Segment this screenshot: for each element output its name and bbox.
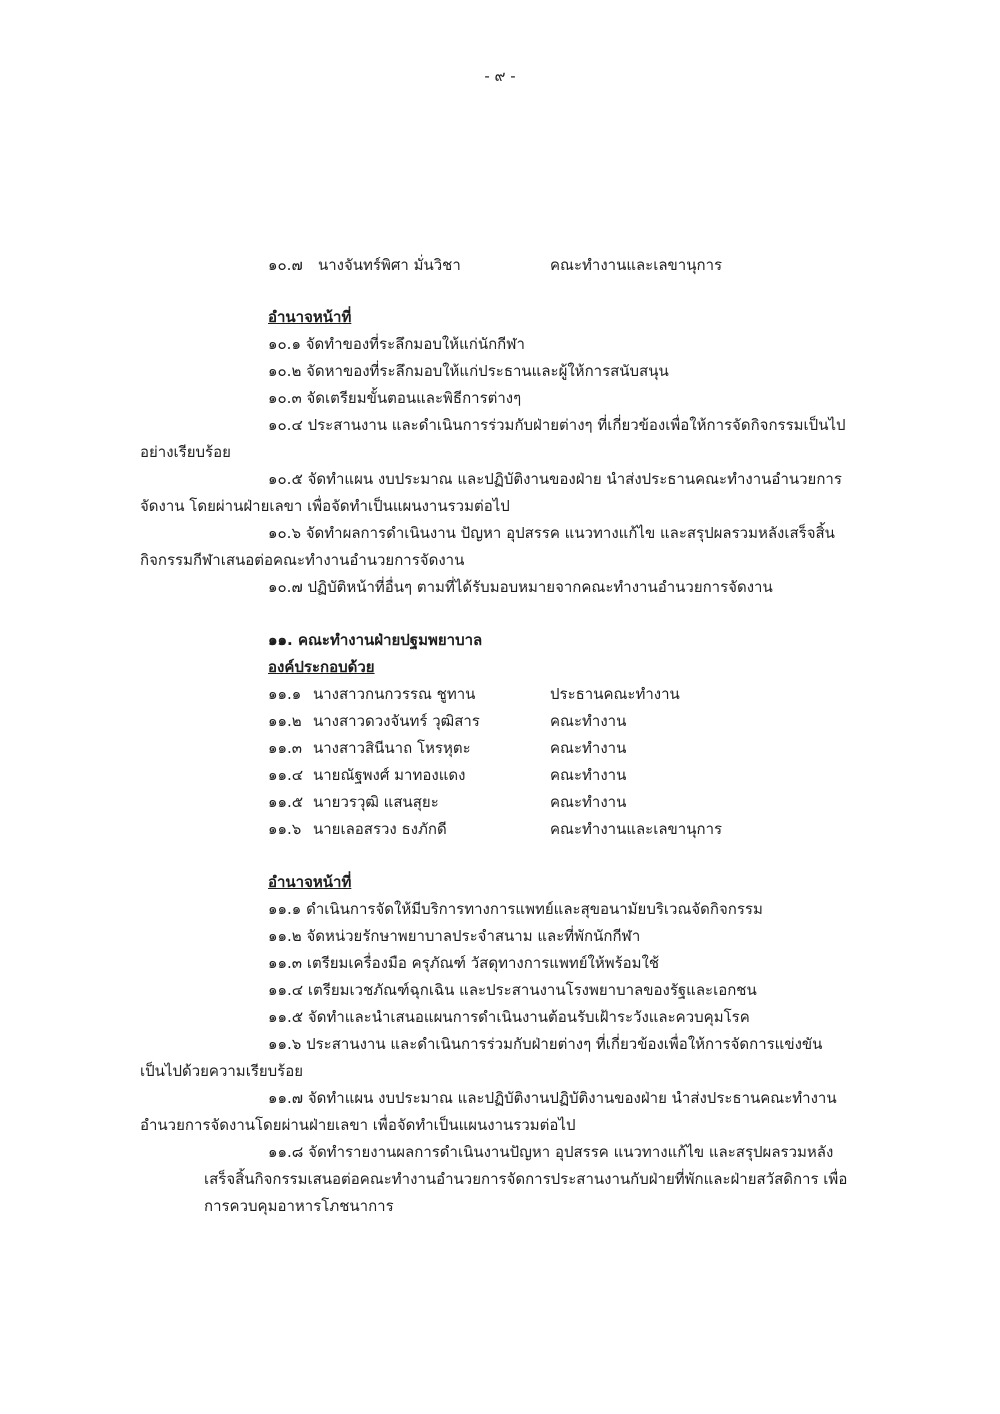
duty-11-3: ๑๑.๓ เตรียมเครื่องมือ ครุภัณฑ์ วัสดุทางการแพทย์ให้พร้อมใช้ [268,954,660,972]
duty-11-8-cont-2: การควบคุมอาหารโภชนาการ [204,1197,394,1215]
duty-10-1: ๑๐.๑ จัดทำของที่ระลึกมอบให้แก่นักกีฬา [268,335,525,353]
duty-10-5: ๑๐.๕ จัดทำแผน งบประมาณ และปฏิบัติงานของฝ่าย นำส่งประธานคณะทำงานอำนวยการ [268,470,842,488]
duty-10-6-cont: กิจกรรมกีฬาเสนอต่อคณะทำงานอำนวยการจัดงาน [140,551,465,569]
duty-11-8: ๑๑.๘ จัดทำรายงานผลการดำเนินงานปัญหา อุปสรรค แนวทางแก้ไข และสรุปผลรวมหลัง [268,1143,834,1161]
duty-10-4-cont: อย่างเรียบร้อย [140,443,231,461]
member-10-7-number: ๑๐.๗ [268,256,303,274]
duty-11-7: ๑๑.๗ จัดทำแผน งบประมาณ และปฏิบัติงานปฏิบัติงานของฝ่าย นำส่งประธานคณะทำงาน [268,1089,837,1107]
duty-11-2: ๑๑.๒ จัดหน่วยรักษาพยาบาลประจำสนาม และที่พักนักกีฬา [268,927,641,945]
member-11-4-name: นายณัฐพงศ์ มาทองแดง [313,766,466,784]
member-11-2-name: นางสาวดวงจันทร์ วุฒิสาร [313,712,480,730]
member-11-3-number: ๑๑.๓ [268,739,303,757]
page-number: - ๙ - [484,67,516,85]
member-11-1-number: ๑๑.๑ [268,685,302,703]
duties-heading-11: อำนาจหน้าที่ [268,873,352,891]
member-11-3-role: คณะทำงาน [550,739,627,757]
section-11-title: ๑๑. คณะทำงานฝ่ายปฐมพยาบาล [268,631,483,649]
member-11-1-name: นางสาวกนกวรรณ ชูทาน [313,685,476,703]
member-11-5-number: ๑๑.๕ [268,793,304,811]
duty-11-5: ๑๑.๕ จัดทำและนำเสนอแผนการดำเนินงานต้อนรับเฝ้าระวังและควบคุมโรค [268,1008,750,1026]
duty-11-8-cont-1: เสร็จสิ้นกิจกรรมเสนอต่อคณะทำงานอำนวยการจัดการประสานงานกับฝ่ายที่พักและฝ่ายสวัสดิการ เพื่อ [204,1170,848,1188]
duty-11-6-cont: เป็นไปด้วยความเรียบร้อย [140,1062,304,1080]
members-heading-11: องค์ประกอบด้วย [268,658,375,676]
member-11-2-number: ๑๑.๒ [268,712,302,730]
duty-10-2: ๑๐.๒ จัดหาของที่ระลึกมอบให้แก่ประธานและผู้ให้การสนับสนุน [268,362,669,380]
duty-11-6: ๑๑.๖ ประสานงาน และดำเนินการร่วมกับฝ่ายต่างๆ ที่เกี่ยวข้องเพื่อให้การจัดการแข่งขัน [268,1035,823,1053]
member-11-3-name: นางสาวสินีนาถ โหรหุตะ [313,739,471,757]
member-11-4-number: ๑๑.๔ [268,766,304,784]
member-11-6-name: นายเลอสรวง ธงภักดี [313,820,447,838]
member-10-7-name: นางจันทร์พิศา มั่นวิชา [318,256,461,274]
duty-11-4: ๑๑.๔ เตรียมเวชภัณฑ์ฉุกเฉิน และประสานงานโรงพยาบาลของรัฐและเอกชน [268,981,757,999]
duty-10-3: ๑๐.๓ จัดเตรียมขั้นตอนและพิธีการต่างๆ [268,389,522,407]
duty-11-1: ๑๑.๑ ดำเนินการจัดให้มีบริการทางการแพทย์และสุขอนามัยบริเวณจัดกิจกรรม [268,900,763,918]
member-11-2-role: คณะทำงาน [550,712,627,730]
duties-heading-10: อำนาจหน้าที่ [268,308,352,326]
member-11-5-name: นายวรวุฒิ แสนสุยะ [313,793,439,811]
duty-10-6: ๑๐.๖ จัดทำผลการดำเนินงาน ปัญหา อุปสรรค แนวทางแก้ไข และสรุปผลรวมหลังเสร็จสิ้น [268,524,835,542]
duty-10-5-cont: จัดงาน โดยผ่านฝ่ายเลขา เพื่อจัดทำเป็นแผนงานรวมต่อไป [140,497,510,515]
member-10-7-role: คณะทำงานและเลขานุการ [550,256,723,274]
member-11-5-role: คณะทำงาน [550,793,627,811]
member-11-6-role: คณะทำงานและเลขานุการ [550,820,723,838]
member-11-4-role: คณะทำงาน [550,766,627,784]
member-11-6-number: ๑๑.๖ [268,820,302,838]
duty-10-4: ๑๐.๔ ประสานงาน และดำเนินการร่วมกับฝ่ายต่างๆ ที่เกี่ยวข้องเพื่อให้การจัดกิจกรรมเป็นไป [268,416,846,434]
member-11-1-role: ประธานคณะทำงาน [550,685,680,703]
duty-10-7: ๑๐.๗ ปฏิบัติหน้าที่อื่นๆ ตามที่ได้รับมอบหมายจากคณะทำงานอำนวยการจัดงาน [268,578,773,596]
duty-11-7-cont: อำนวยการจัดงานโดยผ่านฝ่ายเลขา เพื่อจัดทำเป็นแผนงานรวมต่อไป [140,1116,576,1134]
